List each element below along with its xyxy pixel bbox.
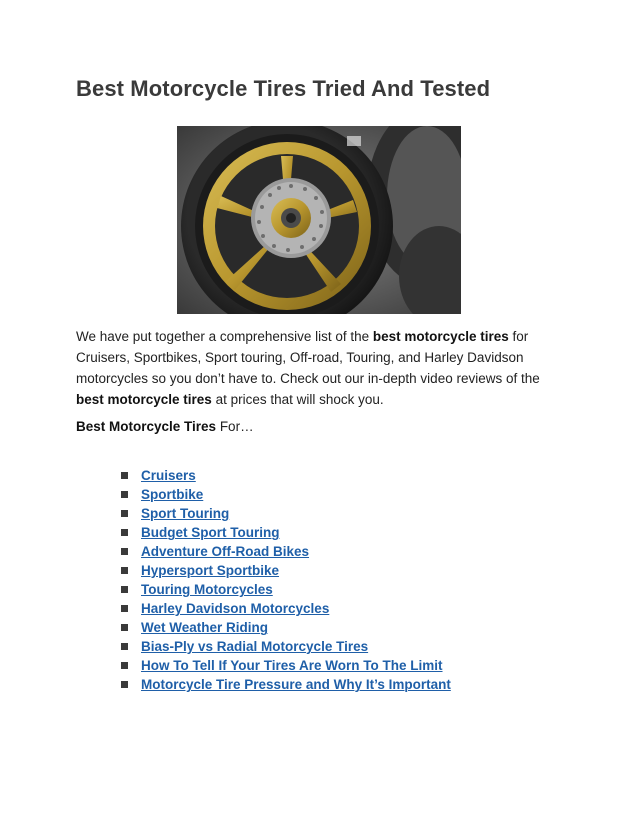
- page-title: Best Motorcycle Tires Tried And Tested: [76, 76, 491, 101]
- toc-link-wet-weather[interactable]: Wet Weather Riding: [141, 620, 269, 635]
- motorcycle-wheel-image: [177, 126, 461, 314]
- toc-item: [120, 542, 451, 561]
- toc-link-adventure-off-road[interactable]: Adventure Off-Road Bikes: [141, 544, 310, 559]
- toc-link-hypersport[interactable]: Hypersport Sportbike: [141, 563, 280, 578]
- toc-lead-rest: For…: [216, 419, 254, 434]
- square-bullet-icon: [121, 643, 128, 650]
- square-bullet-icon: [121, 662, 128, 669]
- toc-lead: [76, 419, 254, 434]
- toc-link-harley-davidson[interactable]: Harley Davidson Motorcycles: [141, 601, 330, 616]
- toc-item: [120, 561, 451, 580]
- square-bullet-icon: [121, 586, 128, 593]
- square-bullet-icon: [121, 472, 128, 479]
- toc-link-touring[interactable]: Touring Motorcycles: [141, 582, 273, 597]
- intro-keyword-1: best motorcycle tires: [372, 329, 509, 344]
- toc-lead-bold: Best Motorcycle Tires: [76, 419, 217, 434]
- intro-text-2: for Cruisers, Sportbikes, Sport touring, Off-road, Touring, and Harley Davidson motorcycles so you don’t have to. Check out our in-depth video reviews of the: [76, 329, 540, 386]
- intro-text-3: at prices that will shock you.: [211, 392, 384, 407]
- square-bullet-icon: [121, 681, 128, 688]
- intro-keyword-2: best motorcycle tires: [76, 392, 212, 407]
- square-bullet-icon: [121, 605, 128, 612]
- toc-item: [120, 656, 451, 675]
- toc-item: [120, 637, 451, 656]
- toc-item: [120, 580, 451, 599]
- square-bullet-icon: [121, 510, 128, 517]
- intro-text-1: We have put together a comprehensive list of the: [76, 329, 373, 344]
- square-bullet-icon: [121, 491, 128, 498]
- toc-item: [120, 485, 451, 504]
- square-bullet-icon: [121, 624, 128, 631]
- toc-item: [120, 466, 451, 485]
- square-bullet-icon: [121, 567, 128, 574]
- toc-list: [120, 466, 451, 694]
- toc-link-tire-pressure[interactable]: Motorcycle Tire Pressure and Why It’s Important: [141, 677, 451, 692]
- toc-link-worn-tires[interactable]: How To Tell If Your Tires Are Worn To The Limit: [141, 658, 443, 673]
- toc-item: [120, 675, 451, 694]
- toc-link-sport-touring[interactable]: Sport Touring: [141, 506, 230, 521]
- square-bullet-icon: [121, 529, 128, 536]
- intro-paragraph: [76, 326, 556, 410]
- toc-item: [120, 504, 451, 523]
- toc-link-sportbike[interactable]: Sportbike: [141, 487, 204, 502]
- toc-item: [120, 523, 451, 542]
- toc-link-bias-ply-vs-radial[interactable]: Bias-Ply vs Radial Motorcycle Tires: [141, 639, 369, 654]
- toc-link-cruisers[interactable]: Cruisers: [141, 468, 196, 483]
- square-bullet-icon: [121, 548, 128, 555]
- toc-link-budget-sport-touring[interactable]: Budget Sport Touring: [141, 525, 280, 540]
- toc-item: [120, 599, 451, 618]
- toc-item: [120, 618, 451, 637]
- wheel-photo: [177, 126, 461, 314]
